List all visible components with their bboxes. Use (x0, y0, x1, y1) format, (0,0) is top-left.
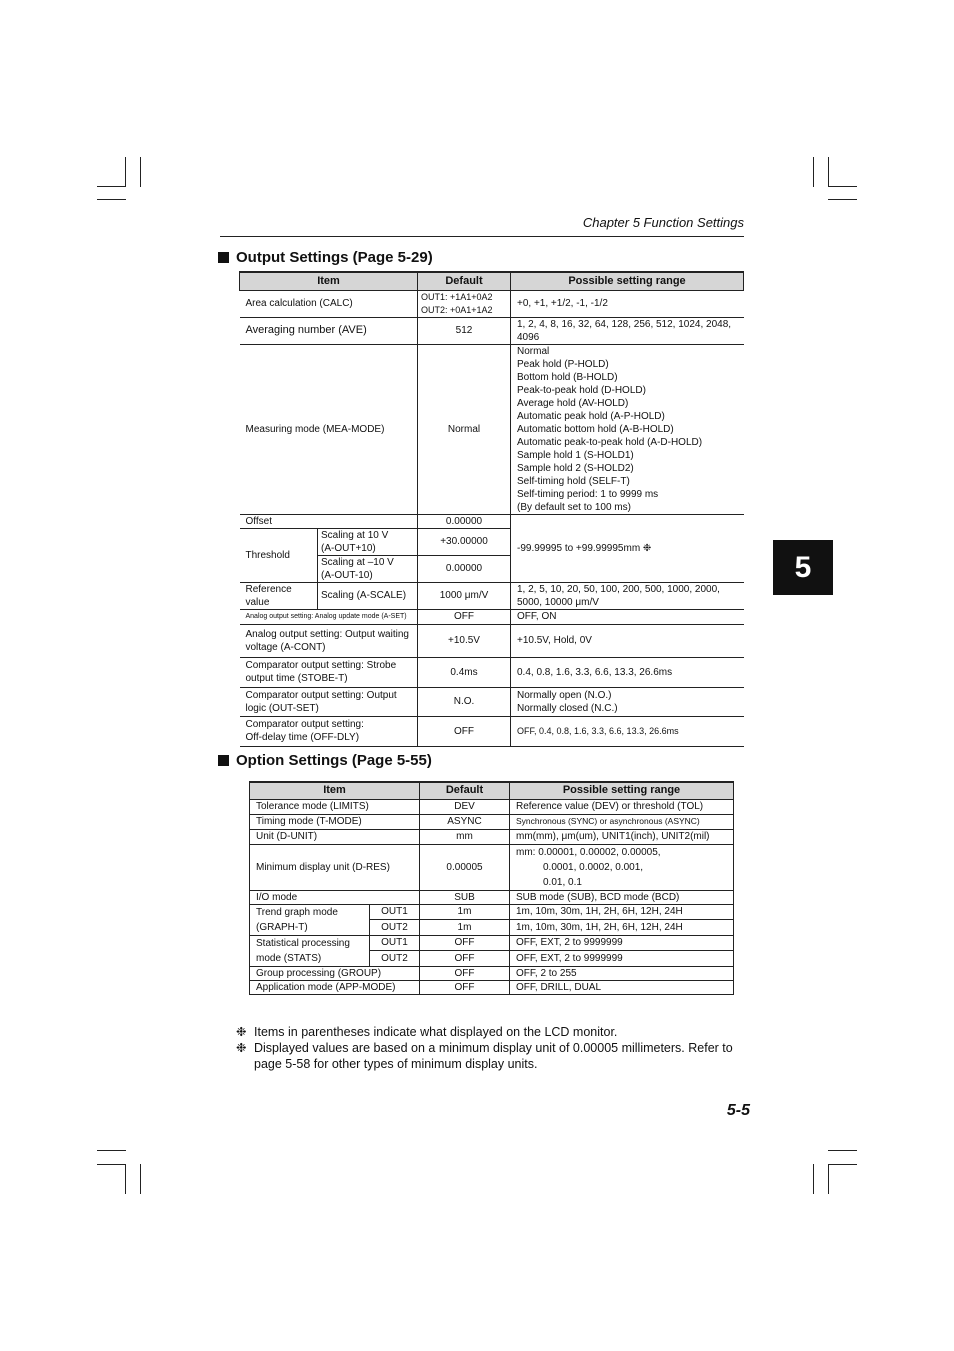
range-cell: mm(mm), μm(um), UNIT1(inch), UNIT2(mil) (510, 829, 734, 844)
output-settings-table (239, 271, 744, 747)
range-cell: Normal Peak hold (P-HOLD) Bottom hold (B-HOLD) Peak-to-peak hold (D-HOLD) Average hold (AV-HOLD) Automatic peak hold (A-P-HOLD) Automatic bottom hold (A-B-HOLD) Automatic peak-to-peak hold (A-D-HOLD) Sample hold 1 (S-HOLD1) Sample hold 2 (S-HOLD2) Self-timing hold (SELF-T) Self-timing period: 1 to 9999 ms (By default set to 100 ms) (511, 344, 744, 514)
default-cell: DEV (420, 799, 510, 814)
range-cell: 1, 2, 4, 8, 16, 32, 64, 128, 256, 512, 1024, 2048, 4096 (511, 317, 744, 344)
square-bullet-icon (218, 755, 229, 766)
crop-mark (828, 1164, 857, 1165)
range-cell: Synchronous (SYNC) or asynchronous (ASYNC) (510, 814, 734, 829)
output-settings-title: Output Settings (Page 5-29) (236, 249, 433, 266)
crop-mark (828, 1164, 829, 1194)
range-cell: SUB mode (SUB), BCD mode (BCD) (510, 890, 734, 904)
col-header-range: Possible setting range (510, 782, 734, 799)
default-cell: ASYNC (420, 814, 510, 829)
range-cell: +0, +1, +1/2, -1, -1/2 (511, 290, 744, 317)
chapter-header: Chapter 5 Function Settings (582, 215, 744, 230)
item-cell: Reference value (240, 582, 318, 609)
col-header-item: Item (240, 272, 418, 290)
chapter-tab: 5 (773, 540, 833, 595)
crop-mark (813, 157, 814, 187)
crop-mark (97, 186, 126, 187)
default-cell: OFF (418, 609, 511, 624)
sub-item-cell: OUT1 (370, 935, 420, 951)
sub-item-cell: Scaling at 10 V (A-OUT+10) (318, 528, 418, 555)
default-cell: +30.00000 (418, 528, 511, 555)
sub-item-cell: Scaling at –10 V (A-OUT-10) (318, 555, 418, 582)
item-cell: I/O mode (250, 890, 420, 904)
default-cell: Normal (418, 344, 511, 514)
table-row (240, 657, 744, 687)
item-cell: Threshold (240, 528, 318, 582)
crop-mark (828, 199, 857, 200)
default-cell: mm (420, 829, 510, 844)
range-cell: 1m, 10m, 30m, 1H, 2H, 6H, 12H, 24H (510, 904, 734, 920)
default-cell: SUB (420, 890, 510, 904)
crop-mark (140, 1164, 141, 1194)
default-cell: OFF (418, 716, 511, 746)
default-cell: OUT1: +1A1+0A2 OUT2: +0A1+1A2 (418, 290, 511, 317)
crop-mark (97, 199, 126, 200)
crop-mark (828, 157, 829, 187)
asterisk-icon: ❉ (236, 1041, 247, 1055)
header-rule (220, 236, 744, 237)
range-cell: 0.4, 0.8, 1.6, 3.3, 6.6, 13.3, 26.6ms (511, 657, 744, 687)
table-row (250, 890, 734, 904)
output-settings-heading (218, 249, 433, 266)
item-cell: Trend graph mode (GRAPH-T) (250, 904, 370, 935)
option-settings-title: Option Settings (Page 5-55) (236, 752, 432, 769)
footnote (236, 1024, 744, 1040)
crop-mark (828, 186, 857, 187)
col-header-item: Item (250, 782, 420, 799)
item-cell: Comparator output setting: Output logic (OUT-SET) (240, 687, 418, 716)
sub-item-cell: Scaling (A-SCALE) (318, 582, 418, 609)
item-cell: Timing mode (T-MODE) (250, 814, 420, 829)
item-cell: Comparator output setting: Strobe output time (STOBE-T) (240, 657, 418, 687)
asterisk-icon: ❉ (236, 1025, 247, 1039)
item-cell: Comparator output setting: Off-delay time (OFF-DLY) (240, 716, 418, 746)
table-row (240, 344, 744, 514)
default-cell: 512 (418, 317, 511, 344)
footnote-text: Items in parentheses indicate what displayed on the LCD monitor. (254, 1025, 618, 1039)
crop-mark (828, 1150, 857, 1151)
item-cell: Analog output setting: Analog update mode (A-SET) (240, 609, 418, 624)
default-cell: 1000 μm/V (418, 582, 511, 609)
default-cell: 0.00000 (418, 555, 511, 582)
table-row (240, 290, 744, 317)
table-row (240, 317, 744, 344)
crop-mark (125, 157, 126, 187)
item-cell: Area calculation (CALC) (240, 290, 418, 317)
table-row (250, 844, 734, 890)
default-cell: +10.5V (418, 624, 511, 657)
range-cell: OFF, ON (511, 609, 744, 624)
table-row (250, 904, 734, 920)
item-cell: Minimum display unit (D-RES) (250, 844, 420, 890)
crop-mark (97, 1150, 126, 1151)
option-settings-heading (218, 752, 432, 769)
item-cell: Tolerance mode (LIMITS) (250, 799, 420, 814)
default-cell: 1m (420, 920, 510, 936)
item-cell: Statistical processing mode (STATS) (250, 935, 370, 966)
default-cell: 0.00000 (418, 514, 511, 528)
page-number: 5-5 (726, 1102, 750, 1119)
default-cell: OFF (420, 966, 510, 980)
range-cell: OFF, 0.4, 0.8, 1.6, 3.3, 6.6, 13.3, 26.6ms (511, 716, 744, 746)
table-row (250, 935, 734, 951)
table-row (240, 514, 744, 528)
crop-mark (97, 1164, 126, 1165)
footnotes (236, 1024, 744, 1072)
table-row (250, 966, 734, 980)
item-cell: Group processing (GROUP) (250, 966, 420, 980)
sub-item-cell: OUT2 (370, 951, 420, 967)
default-cell: 0.00005 (420, 844, 510, 890)
option-settings-table (249, 781, 734, 995)
range-cell: 1, 2, 5, 10, 20, 50, 100, 200, 500, 1000, 2000, 5000, 10000 μm/V (511, 582, 744, 609)
sub-item-cell: OUT1 (370, 904, 420, 920)
table-row (240, 687, 744, 716)
col-header-default: Default (420, 782, 510, 799)
crop-mark (125, 1164, 126, 1194)
item-cell: Averaging number (AVE) (240, 317, 418, 344)
default-cell: OFF (420, 951, 510, 967)
range-cell: -99.99995 to +99.99995mm ❉ (511, 514, 744, 582)
table-row (240, 609, 744, 624)
range-cell: Normally open (N.O.) Normally closed (N.C.) (511, 687, 744, 716)
table-row (250, 829, 734, 844)
default-cell: 0.4ms (418, 657, 511, 687)
item-cell: Offset (240, 514, 418, 528)
range-cell: +10.5V, Hold, 0V (511, 624, 744, 657)
sub-item-cell: OUT2 (370, 920, 420, 936)
default-cell: 1m (420, 904, 510, 920)
item-cell: Analog output setting: Output waiting voltage (A-CONT) (240, 624, 418, 657)
col-header-range: Possible setting range (511, 272, 744, 290)
table-row (250, 814, 734, 829)
table-row (240, 624, 744, 657)
footnote-text: Displayed values are based on a minimum display unit of 0.00005 millimeters. Refer to page 5-58 for other types of minimum display units. (254, 1041, 733, 1071)
range-cell: OFF, DRILL, DUAL (510, 980, 734, 994)
range-cell: 1m, 10m, 30m, 1H, 2H, 6H, 12H, 24H (510, 920, 734, 936)
range-cell: OFF, 2 to 255 (510, 966, 734, 980)
item-cell: Unit (D-UNIT) (250, 829, 420, 844)
square-bullet-icon (218, 252, 229, 263)
default-cell: OFF (420, 935, 510, 951)
crop-mark (140, 157, 141, 187)
crop-mark (813, 1164, 814, 1194)
default-cell: N.O. (418, 687, 511, 716)
table-row (240, 582, 744, 609)
table-row (250, 799, 734, 814)
table-row (250, 980, 734, 994)
range-cell: OFF, EXT, 2 to 9999999 (510, 951, 734, 967)
item-cell: Application mode (APP-MODE) (250, 980, 420, 994)
col-header-default: Default (418, 272, 511, 290)
range-cell: Reference value (DEV) or threshold (TOL) (510, 799, 734, 814)
footnote (236, 1040, 744, 1072)
item-cell: Measuring mode (MEA-MODE) (240, 344, 418, 514)
range-cell: mm: 0.00001, 0.00002, 0.00005, 0.0001, 0.0002, 0.001, 0.01, 0.1 (510, 844, 734, 890)
table-row (240, 716, 744, 746)
default-cell: OFF (420, 980, 510, 994)
range-cell: OFF, EXT, 2 to 9999999 (510, 935, 734, 951)
